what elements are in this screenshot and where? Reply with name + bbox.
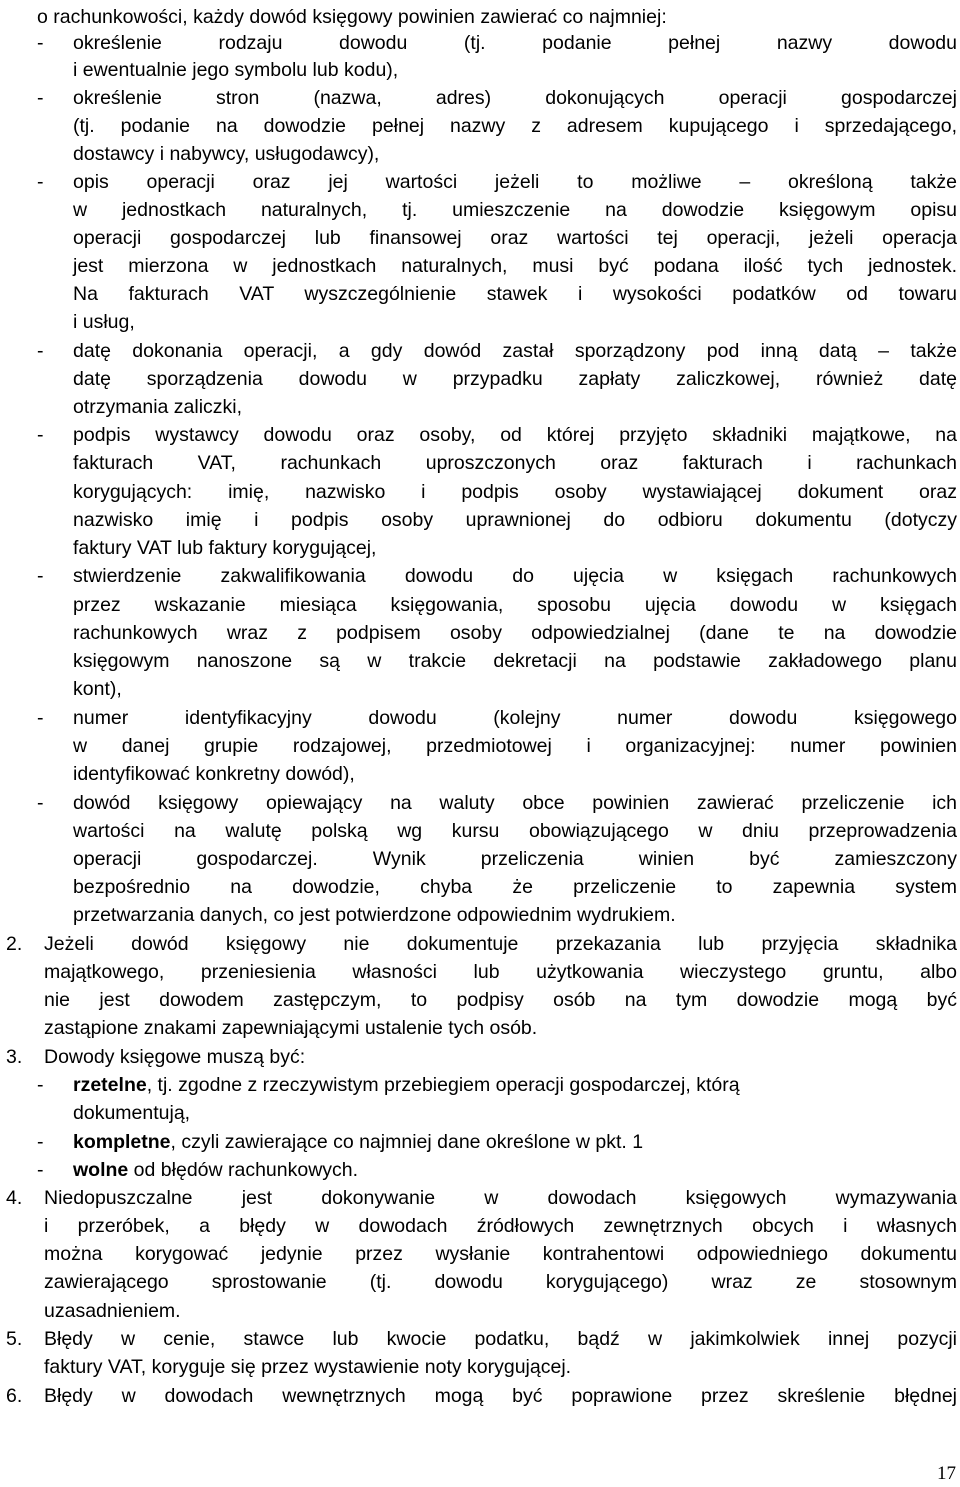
text-line: opis operacji oraz jej wartości jeżeli to możliwe – określoną także: [73, 171, 957, 193]
text-fragment: , czyli zawierające co najmniej dane określone w pkt. 1: [170, 1131, 644, 1153]
text-line: zawierającego sprostowanie (tj. dowodu korygującego) wraz ze stosownym: [44, 1271, 957, 1293]
text-line: fakturach VAT, rachunkach uproszczonych oraz fakturach i rachunkach: [73, 452, 957, 474]
text-line: wartości na walutę polską wg kursu obowiązującego w dniu przeprowadzenia: [73, 820, 957, 842]
text-line: kont),: [73, 678, 122, 700]
list-number: 2.: [6, 933, 23, 955]
text-line: numer identyfikacyjny dowodu (kolejny numer dowodu księgowego: [73, 707, 957, 729]
list-dash: -: [37, 1074, 44, 1096]
text-line: o rachunkowości, każdy dowód księgowy powinien zawierać co najmniej:: [37, 6, 667, 28]
text-line: bezpośrednio na dowodzie, chyba że przeliczenie to zapewnia system: [73, 876, 957, 898]
page-number: 17: [937, 1463, 956, 1484]
text-line: księgowym nanoszone są w trakcie dekretacji na podstawie zakładowego planu: [73, 650, 957, 672]
text-fragment: od błędów rachunkowych.: [128, 1159, 359, 1181]
text-fragment: , tj. zgodne z rzeczywistym przebiegiem operacji gospodarczej, którą: [146, 1074, 740, 1096]
text-line: stwierdzenie zakwalifikowania dowodu do ujęcia w księgach rachunkowych: [73, 565, 957, 587]
text-line: datę sporządzenia dowodu w przypadku zapłaty zaliczkowej, również datę: [73, 368, 957, 390]
list-dash: -: [37, 424, 44, 446]
text-line: i ewentualnie jego symbolu lub kodu),: [73, 59, 399, 81]
text-line: datę dokonania operacji, a gdy dowód zastał sporządzony pod inną datą – także: [73, 340, 957, 362]
list-number: 4.: [6, 1187, 23, 1209]
list-dash: -: [37, 32, 44, 54]
list-dash: -: [37, 707, 44, 729]
text-line: [73, 1128, 957, 1156]
bold-term: wolne: [73, 1159, 129, 1181]
text-line: Niedopuszczalne jest dokonywanie w dowodach księgowych wymazywania: [44, 1187, 957, 1209]
text-line: określenie rodzaju dowodu (tj. podanie pełnej nazwy dowodu: [73, 32, 957, 54]
text-line: jest mierzona w jednostkach naturalnych, musi być podana ilość tych jednostek.: [73, 255, 957, 277]
text-line: Na fakturach VAT wyszczególnienie stawek i wysokości podatków od towaru: [73, 283, 957, 305]
list-number: 6.: [6, 1385, 23, 1407]
text-line: określenie stron (nazwa, adres) dokonujących operacji gospodarczej: [73, 87, 957, 109]
bold-term: rzetelne: [73, 1074, 147, 1096]
text-line: nazwisko imię i podpis osoby uprawnionej do odbioru dokumentu (dotyczy: [73, 509, 957, 531]
text-line: Błędy w cenie, stawce lub kwocie podatku, bądź w jakimkolwiek innej pozycji: [44, 1328, 957, 1350]
text-line: operacji gospodarczej. Wynik przeliczenia winien być zamieszczony: [73, 848, 957, 870]
text-line: otrzymania zaliczki,: [73, 396, 243, 418]
text-line: rachunkowych wraz z podpisem osoby odpowiedzialnej (dane te na dowodzie: [73, 622, 957, 644]
list-number: 5.: [6, 1328, 23, 1350]
list-dash: -: [37, 792, 44, 814]
text-line: Jeżeli dowód księgowy nie dokumentuje przekazania lub przyjęcia składnika: [44, 933, 957, 955]
text-line: przetwarzania danych, co jest potwierdzone odpowiednim wydrukiem.: [73, 904, 676, 926]
text-line: korygujących: imię, nazwisko i podpis osoby wystawiającej dokument oraz: [73, 481, 957, 503]
text-line: przez wskazanie miesiąca księgowania, sposobu ujęcia dowodu w księgach: [73, 594, 957, 616]
text-line: majątkowego, przeniesienia własności lub użytkowania wieczystego gruntu, albo: [44, 961, 957, 983]
list-dash: -: [37, 565, 44, 587]
text-line: Błędy w dowodach wewnętrznych mogą być poprawione przez skreślenie błędnej: [44, 1385, 957, 1407]
list-number: 3.: [6, 1046, 23, 1068]
text-line: dokumentują,: [73, 1102, 191, 1124]
text-line: [73, 1156, 957, 1184]
text-line: zastąpione znakami zapewniającymi ustalenie tych osób.: [44, 1017, 538, 1039]
list-dash: -: [37, 1159, 44, 1181]
list-dash: -: [37, 340, 44, 362]
text-line: faktury VAT, koryguje się przez wystawienie noty korygującej.: [44, 1356, 572, 1378]
list-dash: -: [37, 171, 44, 193]
text-line: w danej grupie rodzajowej, przedmiotowej i organizacyjnej: numer powinien: [73, 735, 957, 757]
text-line: w jednostkach naturalnych, tj. umieszczenie na dowodzie księgowym opisu: [73, 199, 957, 221]
text-line: dostawcy i nabywcy, usługodawcy),: [73, 143, 380, 165]
text-line: i przeróbek, a błędy w dowodach źródłowych zewnętrznych obcych i własnych: [44, 1215, 957, 1237]
text-line: faktury VAT lub faktury korygującej,: [73, 537, 377, 559]
text-line: dowód księgowy opiewający na waluty obce powinien zawierać przeliczenie ich: [73, 792, 957, 814]
text-line: (tj. podanie na dowodzie pełnej nazwy z adresem kupującego i sprzedającego,: [73, 115, 957, 137]
text-line: [73, 1071, 957, 1099]
text-line: nie jest dowodem zastępczym, to podpisy osób na tym dowodzie mogą być: [44, 989, 957, 1011]
bold-term: kompletne: [73, 1131, 171, 1153]
text-line: operacji gospodarczej lub finansowej oraz wartości tej operacji, jeżeli operacja: [73, 227, 957, 249]
text-line: podpis wystawcy dowodu oraz osoby, od której przyjęto składniki majątkowe, na: [73, 424, 957, 446]
text-line: uzasadnieniem.: [44, 1300, 181, 1322]
list-dash: -: [37, 1131, 44, 1153]
text-line: Dowody księgowe muszą być:: [44, 1046, 306, 1068]
text-line: identyfikować konkretny dowód),: [73, 763, 355, 785]
text-line: można korygować jedynie przez wysłanie kontrahentowi odpowiedniego dokumentu: [44, 1243, 957, 1265]
list-dash: -: [37, 87, 44, 109]
text-line: i usług,: [73, 311, 135, 333]
